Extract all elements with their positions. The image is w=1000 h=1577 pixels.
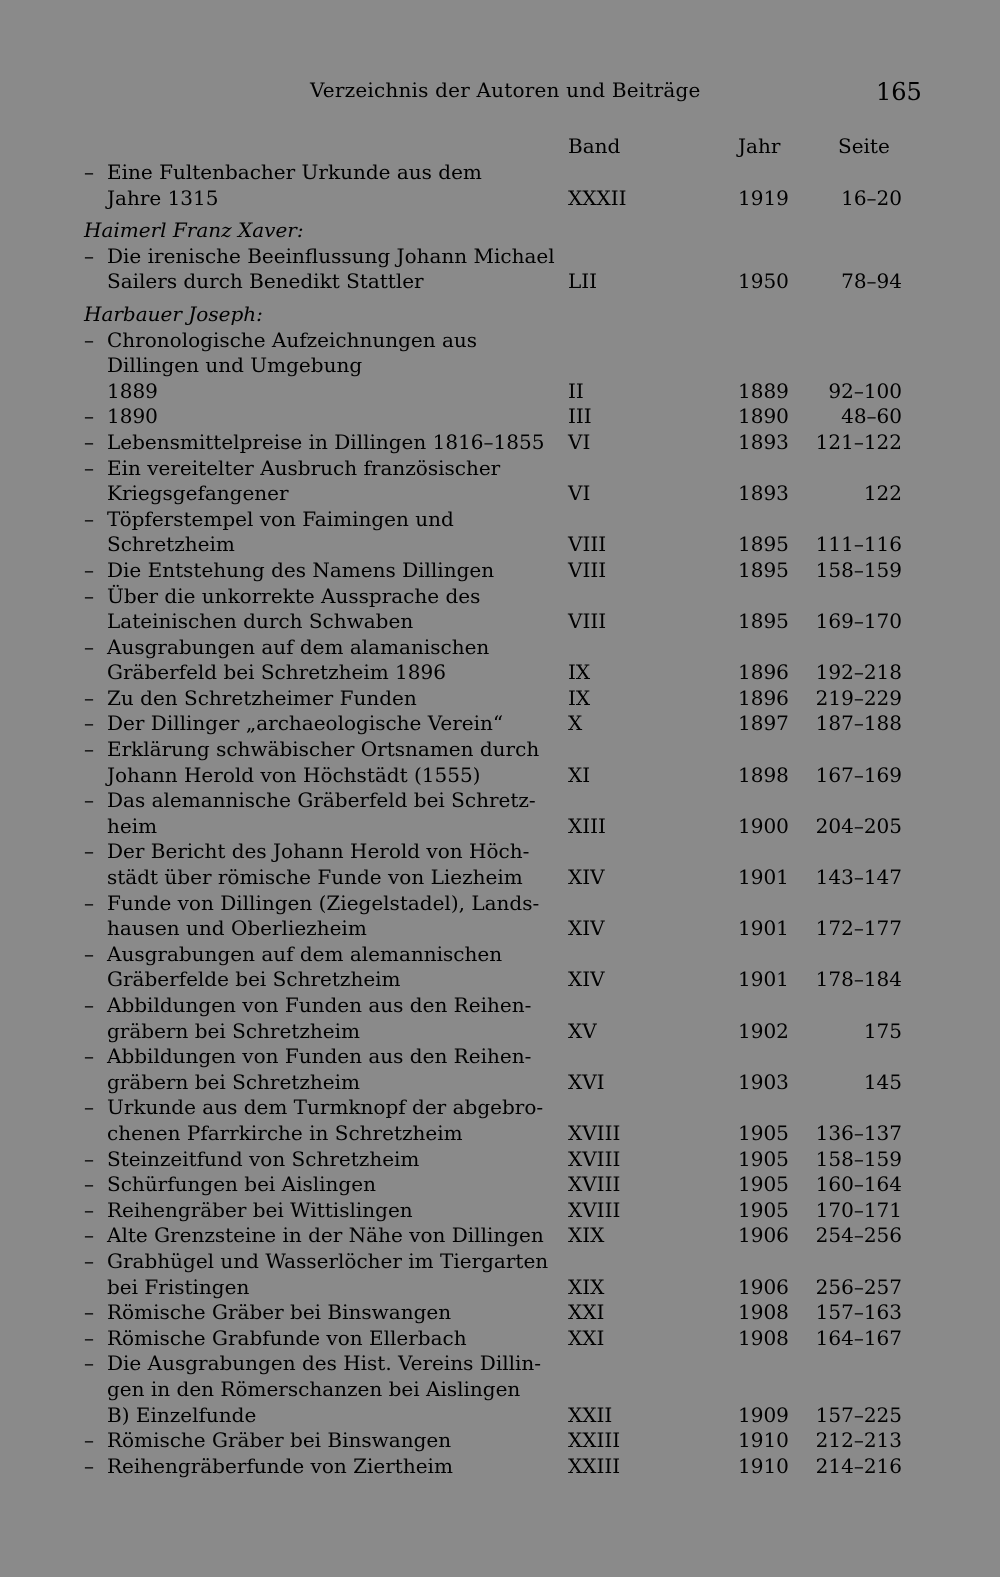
entry-dash: – xyxy=(84,1325,94,1350)
entry-row xyxy=(84,328,914,354)
entry-row xyxy=(84,609,914,635)
entry-jahr: 1895 xyxy=(738,609,789,634)
entry-band: XXI xyxy=(568,1300,605,1325)
entry-row xyxy=(84,1070,914,1096)
entry-dash: – xyxy=(84,1197,94,1222)
entry-band: XVI xyxy=(568,1069,605,1094)
entry-row xyxy=(84,1019,914,1045)
entry-band: IX xyxy=(568,660,591,685)
entry-title: Johann Herold von Höchstädt (1555) xyxy=(107,762,481,787)
entry-jahr: 1906 xyxy=(738,1274,789,1299)
entry-row xyxy=(84,269,914,295)
entry-title: Schretzheim xyxy=(107,532,235,557)
entry-seite: 143–147 xyxy=(815,865,902,890)
entry-seite: 145 xyxy=(863,1069,902,1094)
entry-seite: 212–213 xyxy=(815,1428,902,1453)
entry-row xyxy=(84,967,914,993)
entry-title: Jahre 1315 xyxy=(107,185,219,210)
entry-dash: – xyxy=(84,711,94,736)
entry-seite: 192–218 xyxy=(815,660,902,685)
entry-jahr: 1900 xyxy=(738,813,789,838)
entry-dash: – xyxy=(84,1300,94,1325)
entry-row xyxy=(84,1172,914,1198)
entry-dash: – xyxy=(84,243,94,268)
entry-band: VIII xyxy=(568,532,607,557)
entry-jahr: 1893 xyxy=(738,429,789,454)
entry-title: Funde von Dillingen (Ziegelstadel), Lands- xyxy=(107,890,540,915)
author-heading xyxy=(84,218,914,244)
entry-title: Kriegsgefangener xyxy=(107,481,289,506)
entry-row xyxy=(84,404,914,430)
entry-title: Töpferstempel von Faimingen und xyxy=(107,506,454,531)
entry-title: Schürfungen bei Aislingen xyxy=(107,1172,376,1197)
entry-seite: 158–159 xyxy=(815,557,902,582)
entry-band: XVIII xyxy=(568,1197,621,1222)
entry-band: XIV xyxy=(568,916,605,941)
entry-row xyxy=(84,160,914,186)
entry-dash: – xyxy=(84,1095,94,1120)
entry-title: Der Bericht des Johann Herold von Höch- xyxy=(107,839,530,864)
entry-row xyxy=(84,379,914,405)
entry-seite: 214–216 xyxy=(815,1453,902,1478)
entry-title: Römische Gräber bei Binswangen xyxy=(107,1300,452,1325)
entry-seite: 178–184 xyxy=(815,967,902,992)
entry-band: XVIII xyxy=(568,1120,621,1145)
entry-row xyxy=(84,711,914,737)
entry-row xyxy=(84,942,914,968)
entry-dash: – xyxy=(84,1351,94,1376)
running-header xyxy=(0,74,1000,104)
entry-title: Lebensmittelpreise in Dillingen 1816–1855 xyxy=(107,429,545,454)
entry-seite: 204–205 xyxy=(815,813,902,838)
entry-title: Alte Grenzsteine in der Nähe von Dillingen xyxy=(107,1223,544,1248)
entry-dash: – xyxy=(84,583,94,608)
entry-band: XXI xyxy=(568,1325,605,1350)
entry-seite: 256–257 xyxy=(815,1274,902,1299)
entry-dash: – xyxy=(84,429,94,454)
entry-title: Reihengräber bei Wittislingen xyxy=(107,1197,413,1222)
entry-band: VI xyxy=(568,429,591,454)
entry-row xyxy=(84,839,914,865)
entry-seite: 158–159 xyxy=(815,1146,902,1171)
entry-seite: 175 xyxy=(863,1018,902,1043)
entry-row xyxy=(84,584,914,610)
entry-row xyxy=(84,558,914,584)
entry-row xyxy=(84,244,914,270)
entry-title: Römische Gräber bei Binswangen xyxy=(107,1428,452,1453)
entry-band: XVIII xyxy=(568,1146,621,1171)
entry-row xyxy=(84,1351,914,1377)
entry-list xyxy=(84,160,914,1479)
entry-seite: 160–164 xyxy=(815,1172,902,1197)
entry-title: Steinzeitfund von Schretzheim xyxy=(107,1146,420,1171)
entry-title: Römische Grabfunde von Ellerbach xyxy=(107,1325,467,1350)
entry-title: Lateinischen durch Schwaben xyxy=(107,609,414,634)
entry-title: Zu den Schretzheimer Funden xyxy=(107,685,417,710)
entry-title: heim xyxy=(107,813,158,838)
entry-title: Die Ausgrabungen des Hist. Vereins Dillin- xyxy=(107,1351,542,1376)
entry-jahr: 1902 xyxy=(738,1018,789,1043)
entry-row xyxy=(84,737,914,763)
entry-jahr: 1901 xyxy=(738,916,789,941)
entry-dash: – xyxy=(84,1172,94,1197)
entry-row xyxy=(84,353,914,379)
entry-band: II xyxy=(568,378,584,403)
entry-jahr: 1896 xyxy=(738,660,789,685)
entry-seite: 254–256 xyxy=(815,1223,902,1248)
entry-row xyxy=(84,891,914,917)
entry-row xyxy=(84,788,914,814)
entry-jahr: 1901 xyxy=(738,865,789,890)
entry-dash: – xyxy=(84,557,94,582)
entry-band: XV xyxy=(568,1018,597,1043)
entry-row xyxy=(84,1249,914,1275)
entry-row xyxy=(84,1223,914,1249)
entry-row xyxy=(84,1326,914,1352)
entry-seite: 48–60 xyxy=(841,404,902,429)
entry-row xyxy=(84,430,914,456)
entry-jahr: 1898 xyxy=(738,762,789,787)
author-name: Harbauer Joseph: xyxy=(84,301,263,326)
entry-band: XIX xyxy=(568,1274,605,1299)
entry-dash: – xyxy=(84,1146,94,1171)
entry-seite: 157–225 xyxy=(815,1402,902,1427)
entry-jahr: 1901 xyxy=(738,967,789,992)
entry-band: X xyxy=(568,711,583,736)
entry-row xyxy=(84,186,914,212)
entry-seite: 187–188 xyxy=(815,711,902,736)
column-header-seite: Seite xyxy=(838,134,890,158)
entry-seite: 111–116 xyxy=(815,532,902,557)
entry-title: gen in den Römerschanzen bei Aislingen xyxy=(107,1376,521,1401)
entry-row xyxy=(84,635,914,661)
entry-seite: 78–94 xyxy=(841,269,902,294)
entry-dash: – xyxy=(84,737,94,762)
entry-seite: 169–170 xyxy=(815,609,902,634)
entry-jahr: 1909 xyxy=(738,1402,789,1427)
entry-band: XVIII xyxy=(568,1172,621,1197)
entry-band: XIX xyxy=(568,1223,605,1248)
entry-dash: – xyxy=(84,1248,94,1273)
entry-jahr: 1910 xyxy=(738,1428,789,1453)
entry-title: Eine Fultenbacher Urkunde aus dem xyxy=(107,160,482,184)
entry-row xyxy=(84,1044,914,1070)
entry-dash: – xyxy=(84,941,94,966)
entry-row xyxy=(84,1300,914,1326)
entry-band: XXXII xyxy=(568,185,627,210)
entry-title: städt über römische Funde von Liezheim xyxy=(107,865,523,890)
entry-seite: 16–20 xyxy=(841,185,902,210)
entry-seite: 219–229 xyxy=(815,685,902,710)
entry-title: gräbern bei Schretzheim xyxy=(107,1069,360,1094)
entry-title: Gräberfeld bei Schretzheim 1896 xyxy=(107,660,446,685)
entry-row xyxy=(84,1147,914,1173)
entry-dash: – xyxy=(84,685,94,710)
entry-band: XXII xyxy=(568,1402,613,1427)
entry-band: VI xyxy=(568,481,591,506)
entry-jahr: 1905 xyxy=(738,1197,789,1222)
entry-band: III xyxy=(568,404,592,429)
entry-row xyxy=(84,660,914,686)
entry-row xyxy=(84,1454,914,1480)
entry-row xyxy=(84,481,914,507)
entry-row xyxy=(84,814,914,840)
entry-seite: 167–169 xyxy=(815,762,902,787)
entry-band: XXIII xyxy=(568,1428,621,1453)
entry-jahr: 1950 xyxy=(738,269,789,294)
entry-dash: – xyxy=(84,160,94,184)
entry-title: 1889 xyxy=(107,378,158,403)
entry-row xyxy=(84,456,914,482)
entry-row xyxy=(84,763,914,789)
entry-row xyxy=(84,1095,914,1121)
entry-row xyxy=(84,865,914,891)
page-number: 165 xyxy=(876,78,922,106)
entry-jahr: 1910 xyxy=(738,1453,789,1478)
author-name: Haimerl Franz Xaver: xyxy=(84,218,304,243)
entry-seite: 121–122 xyxy=(815,429,902,454)
entry-title: Gräberfelde bei Schretzheim xyxy=(107,967,401,992)
entry-title: Die irenische Beeinflussung Johann Michael xyxy=(107,243,555,268)
entry-band: IX xyxy=(568,685,591,710)
entry-band: VIII xyxy=(568,609,607,634)
entry-seite: 170–171 xyxy=(815,1197,902,1222)
entry-dash: – xyxy=(84,788,94,813)
entry-row xyxy=(84,507,914,533)
entry-title: bei Fristingen xyxy=(107,1274,250,1299)
entry-jahr: 1896 xyxy=(738,685,789,710)
entry-dash: – xyxy=(84,993,94,1017)
entry-jahr: 1903 xyxy=(738,1069,789,1094)
entry-title: Reihengräberfunde von Ziertheim xyxy=(107,1453,453,1478)
entry-band: LII xyxy=(568,269,598,294)
entry-band: XIII xyxy=(568,813,606,838)
entry-title: Chronologische Aufzeichnungen aus xyxy=(107,327,478,352)
entry-seite: 136–137 xyxy=(815,1120,902,1145)
entry-title: B) Einzelfunde xyxy=(107,1402,257,1427)
entry-band: XI xyxy=(568,762,591,787)
entry-dash: – xyxy=(84,1428,94,1453)
entry-row xyxy=(84,993,914,1019)
entry-title: Grabhügel und Wasserlöcher im Tiergarten xyxy=(107,1248,549,1273)
entry-title: Erklärung schwäbischer Ortsnamen durch xyxy=(107,737,540,762)
column-header-jahr: Jahr xyxy=(738,134,781,158)
entry-title: Sailers durch Benedikt Stattler xyxy=(107,269,424,294)
entry-dash: – xyxy=(84,890,94,915)
entry-title: chenen Pfarrkirche in Schretzheim xyxy=(107,1120,463,1145)
entry-row xyxy=(84,1377,914,1403)
entry-title: Der Dillinger „archaeologische Verein“ xyxy=(107,711,504,736)
entry-row xyxy=(84,686,914,712)
running-title: Verzeichnis der Autoren und Beiträge xyxy=(310,78,701,102)
entry-row xyxy=(84,1198,914,1224)
entry-row xyxy=(84,532,914,558)
entry-jahr: 1897 xyxy=(738,711,789,736)
entry-dash: – xyxy=(84,327,94,352)
entry-jahr: 1893 xyxy=(738,481,789,506)
entry-dash: – xyxy=(84,404,94,429)
column-header-band: Band xyxy=(568,134,621,158)
entry-jahr: 1890 xyxy=(738,404,789,429)
entry-jahr: 1919 xyxy=(738,185,789,210)
author-heading xyxy=(84,302,914,328)
entry-jahr: 1895 xyxy=(738,532,789,557)
entry-title: gräbern bei Schretzheim xyxy=(107,1018,360,1043)
entry-jahr: 1906 xyxy=(738,1223,789,1248)
entry-dash: – xyxy=(84,1223,94,1248)
entry-title: Abbildungen von Funden aus den Reihen- xyxy=(107,993,532,1017)
entry-dash: – xyxy=(84,1453,94,1478)
entry-title: hausen und Oberliezheim xyxy=(107,916,367,941)
entry-seite: 122 xyxy=(863,481,902,506)
entry-jahr: 1905 xyxy=(738,1120,789,1145)
entry-jahr: 1908 xyxy=(738,1325,789,1350)
entry-row xyxy=(84,916,914,942)
entry-band: XIV xyxy=(568,967,605,992)
entry-row xyxy=(84,1403,914,1429)
entry-dash: – xyxy=(84,634,94,659)
entry-seite: 164–167 xyxy=(815,1325,902,1350)
entry-seite: 92–100 xyxy=(828,378,902,403)
entry-band: XIV xyxy=(568,865,605,890)
entry-dash: – xyxy=(84,839,94,864)
entry-row xyxy=(84,1275,914,1301)
entry-row xyxy=(84,1121,914,1147)
entry-band: VIII xyxy=(568,557,607,582)
entry-jahr: 1905 xyxy=(738,1146,789,1171)
entry-title: Ausgrabungen auf dem alamanischen xyxy=(107,634,490,659)
entry-jahr: 1905 xyxy=(738,1172,789,1197)
entry-jahr: 1895 xyxy=(738,557,789,582)
entry-dash: – xyxy=(84,506,94,531)
entry-dash: – xyxy=(84,455,94,480)
entry-jahr: 1908 xyxy=(738,1300,789,1325)
entry-title: 1890 xyxy=(107,404,158,429)
entry-title: Dillingen und Umgebung xyxy=(107,353,363,378)
entry-title: Das alemannische Gräberfeld bei Schretz- xyxy=(107,788,536,813)
entry-dash: – xyxy=(84,1044,94,1069)
entry-title: Ein vereitelter Ausbruch französischer xyxy=(107,455,501,480)
entry-band: XXIII xyxy=(568,1453,621,1478)
entry-seite: 157–163 xyxy=(815,1300,902,1325)
entry-seite: 172–177 xyxy=(815,916,902,941)
entry-title: Abbildungen von Funden aus den Reihen- xyxy=(107,1044,532,1069)
entry-title: Die Entstehung des Namens Dillingen xyxy=(107,557,495,582)
entry-title: Urkunde aus dem Turmknopf der abgebro- xyxy=(107,1095,544,1120)
entry-title: Über die unkorrekte Aussprache des xyxy=(107,583,481,608)
entry-jahr: 1889 xyxy=(738,378,789,403)
entry-row xyxy=(84,1428,914,1454)
entry-title: Ausgrabungen auf dem alemannischen xyxy=(107,941,503,966)
